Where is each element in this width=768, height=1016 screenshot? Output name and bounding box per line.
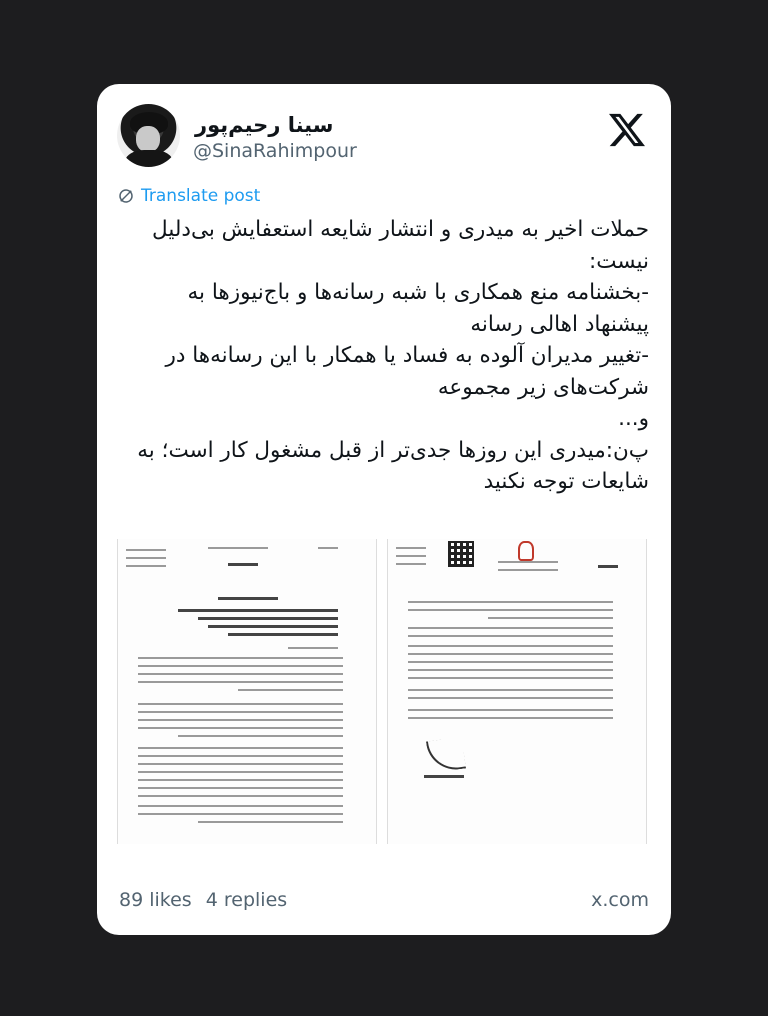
document-emblem: [518, 541, 534, 561]
post-footer: [119, 889, 649, 911]
author-display-name[interactable]: سینا رحیم‌پور: [195, 113, 334, 137]
attached-image[interactable]: [117, 539, 647, 844]
engagement-stats: [119, 889, 295, 911]
avatar-body: [125, 150, 173, 167]
replies-count[interactable]: 4 replies: [205, 889, 288, 911]
document-page-right: [387, 539, 647, 844]
document-qr-code: [448, 541, 474, 567]
author-handle[interactable]: @SinaRahimpour: [193, 140, 357, 162]
translate-icon: [117, 187, 135, 205]
document-signature: [426, 737, 466, 774]
document-page-left: [117, 539, 377, 844]
translate-post-label: Translate post: [141, 186, 261, 206]
post-card[interactable]: [97, 84, 671, 935]
x-logo-icon[interactable]: [607, 110, 647, 150]
translate-post-link[interactable]: [117, 186, 260, 206]
likes-count[interactable]: 89 likes: [119, 889, 192, 911]
avatar[interactable]: [117, 104, 180, 167]
post-text: حملات اخیر به میدری و انتشار شایعه استعفایش بی‌دلیل نیست: -بخشنامه منع همکاری با شبه رسانه‌ها و باج‌نیوزها به پیشنهاد اهالی رسانه -تغییر مدیران آلوده به فساد یا همکار با این رسانه‌ها در شرکت‌های زیر مجموعه و... پ‌ن:میدری این روزها جدی‌تر از قبل مشغول کار است؛ به شایعات توجه نکنید: [137, 217, 649, 494]
source-link[interactable]: x.com: [591, 889, 649, 911]
avatar-face: [136, 126, 160, 152]
